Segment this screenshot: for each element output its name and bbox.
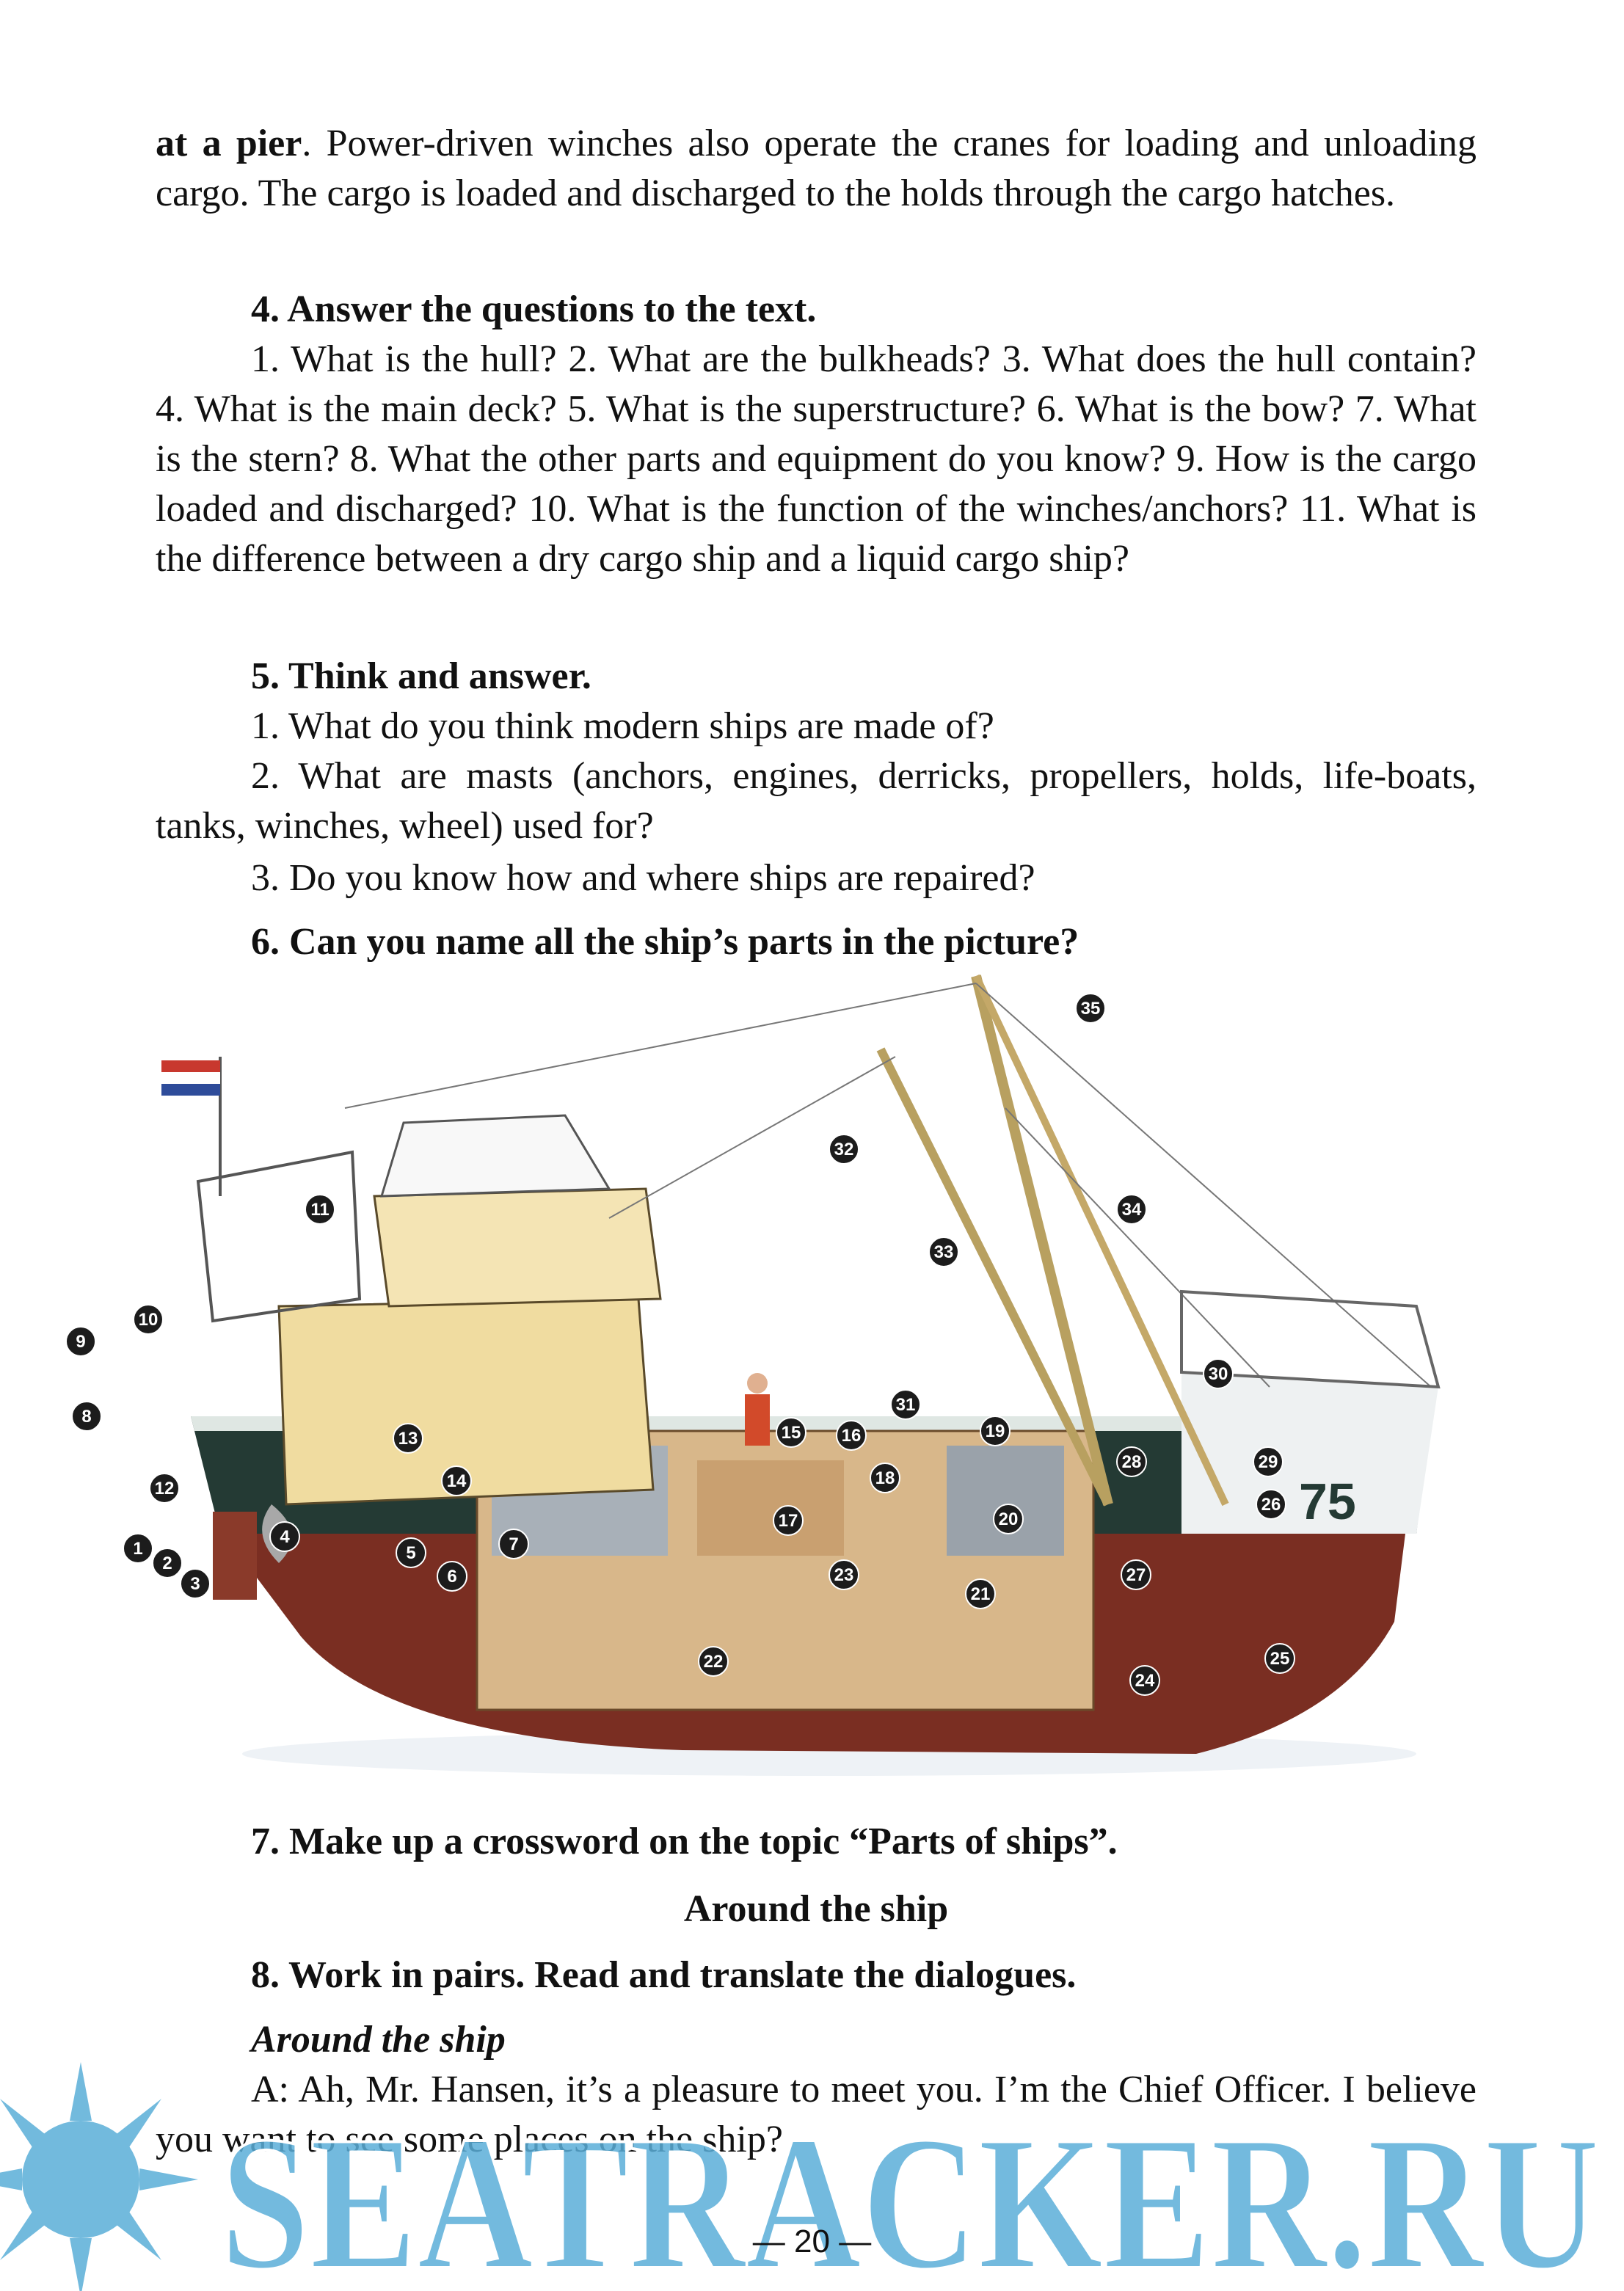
svg-text:21: 21 <box>970 1584 991 1604</box>
marker-23 <box>829 1560 859 1589</box>
marker-15 <box>776 1418 806 1447</box>
marker-13 <box>393 1424 423 1453</box>
marker-10 <box>134 1305 163 1334</box>
bridge-top <box>382 1115 609 1196</box>
svg-text:25: 25 <box>1270 1649 1290 1669</box>
task6-heading: 6. Can you name all the ship’s parts in the picture? <box>251 921 1079 963</box>
task4-heading: 4. Answer the questions to the text. <box>251 288 817 330</box>
intro-rest: . Power-driven winches also operate the cranes for loading and unloading cargo. The cargo is loaded and discharged to the holds through the cargo hatches. <box>156 123 1477 214</box>
svg-text:34: 34 <box>1121 1200 1142 1220</box>
svg-text:7: 7 <box>509 1534 519 1554</box>
marker-7 <box>499 1529 528 1559</box>
svg-text:3: 3 <box>190 1574 200 1594</box>
section-title: Around the ship <box>683 1888 949 1930</box>
dialogue-title: Around the ship <box>251 2019 506 2061</box>
marker-25 <box>1265 1644 1295 1673</box>
marker-21 <box>966 1579 995 1609</box>
marker-35 <box>1076 994 1105 1023</box>
svg-text:27: 27 <box>1126 1565 1146 1585</box>
marker-9 <box>66 1327 95 1356</box>
marker-1 <box>123 1534 153 1563</box>
marker-24 <box>1130 1666 1159 1695</box>
svg-text:24: 24 <box>1135 1671 1155 1691</box>
svg-text:29: 29 <box>1258 1452 1278 1472</box>
marker-31 <box>891 1390 920 1419</box>
svg-text:5: 5 <box>406 1543 416 1563</box>
svg-text:10: 10 <box>138 1310 159 1330</box>
marker-20 <box>994 1504 1023 1534</box>
svg-text:8: 8 <box>81 1407 92 1427</box>
marker-8 <box>72 1402 101 1431</box>
task5-q1: 1. What do you think modern ships are made of? <box>251 705 994 747</box>
watermark-text: SEATRACKER.RU <box>220 2097 1600 2291</box>
dialogue-line-1: A: Ah, Mr. Hansen, it’s a pleasure to meet you. I’m the Chief Officer. I believe you want to see some places on the ship? <box>156 2069 1476 2160</box>
marker-5 <box>396 1538 426 1567</box>
marker-12 <box>150 1474 179 1503</box>
marker-30 <box>1204 1359 1233 1388</box>
svg-text:33: 33 <box>933 1242 954 1262</box>
marker-28 <box>1117 1447 1146 1476</box>
wheelhouse <box>374 1189 660 1306</box>
stern-railing <box>198 1152 360 1321</box>
ship-illustration <box>76 976 1475 1805</box>
marker-34 <box>1117 1195 1146 1224</box>
stay-wire <box>345 983 976 1108</box>
task5-q3: 3. Do you know how and where ships are repaired? <box>251 857 1035 899</box>
svg-text:32: 32 <box>834 1140 854 1159</box>
marker-2 <box>153 1548 182 1578</box>
marker-18 <box>870 1463 900 1493</box>
svg-text:17: 17 <box>778 1511 798 1531</box>
winch-room <box>947 1446 1064 1556</box>
marker-27 <box>1121 1560 1151 1589</box>
svg-text:6: 6 <box>447 1567 457 1587</box>
svg-text:2: 2 <box>162 1554 172 1573</box>
svg-text:28: 28 <box>1121 1452 1142 1472</box>
marker-22 <box>699 1647 728 1676</box>
flag-blue <box>161 1084 220 1096</box>
task5-q2: 2. What are masts (anchors, engines, derricks, propellers, holds, life-boats, tanks, winches, wheel) used for? <box>156 755 1476 847</box>
svg-text:12: 12 <box>154 1479 175 1498</box>
task4-body: 1. What is the hull? 2. What are the bulkheads? 3. What does the hull contain? 4. What is the main deck? 5. What is the superstructure? 6. What is the bow? 7. What is the stern? 8. What the other parts and equipment do you know? 9. How is the cargo loaded and discharged? 10. What is the function of the winches/anchors? 11. What is the difference between a dry cargo ship and a liquid cargo ship? <box>156 338 1476 580</box>
task7-heading: 7. Make up a crossword on the topic “Parts of ships”. <box>251 1821 1118 1862</box>
marker-32 <box>829 1134 859 1164</box>
marker-33 <box>929 1237 958 1267</box>
marker-3 <box>181 1569 210 1598</box>
svg-text:23: 23 <box>834 1565 854 1585</box>
svg-text:1: 1 <box>133 1539 143 1559</box>
marker-6 <box>437 1562 467 1591</box>
svg-text:31: 31 <box>895 1395 916 1415</box>
svg-text:18: 18 <box>875 1468 895 1488</box>
marker-26 <box>1256 1490 1286 1519</box>
marker-16 <box>837 1421 866 1450</box>
hull-number: 75 <box>1299 1473 1356 1530</box>
fish-hold <box>697 1460 844 1556</box>
svg-text:13: 13 <box>398 1429 418 1449</box>
svg-text:9: 9 <box>76 1332 86 1352</box>
marker-11 <box>305 1195 335 1224</box>
svg-text:30: 30 <box>1208 1364 1228 1384</box>
marker-29 <box>1253 1447 1283 1476</box>
task5-heading: 5. Think and answer. <box>251 655 591 697</box>
svg-text:20: 20 <box>998 1509 1019 1529</box>
intro-paragraph <box>156 119 1476 219</box>
marker-4 <box>270 1522 299 1551</box>
svg-text:35: 35 <box>1080 999 1101 1019</box>
svg-text:26: 26 <box>1261 1495 1281 1515</box>
svg-text:11: 11 <box>310 1200 329 1220</box>
marker-14 <box>442 1466 471 1496</box>
page-number: — 20 — <box>752 2223 872 2259</box>
marker-17 <box>773 1506 803 1535</box>
rudder <box>213 1512 257 1600</box>
svg-text:15: 15 <box>781 1423 801 1443</box>
marker-19 <box>980 1416 1010 1446</box>
task8-heading: 8. Work in pairs. Read and translate the dialogues. <box>251 1954 1077 1996</box>
intro-bold-lead: at a pier <box>156 123 302 164</box>
crew-figure <box>745 1394 770 1446</box>
svg-text:22: 22 <box>703 1652 724 1672</box>
svg-text:16: 16 <box>841 1426 862 1446</box>
flag-red <box>161 1060 220 1072</box>
svg-text:14: 14 <box>446 1471 467 1491</box>
svg-text:19: 19 <box>985 1421 1005 1441</box>
svg-text:4: 4 <box>280 1527 290 1547</box>
